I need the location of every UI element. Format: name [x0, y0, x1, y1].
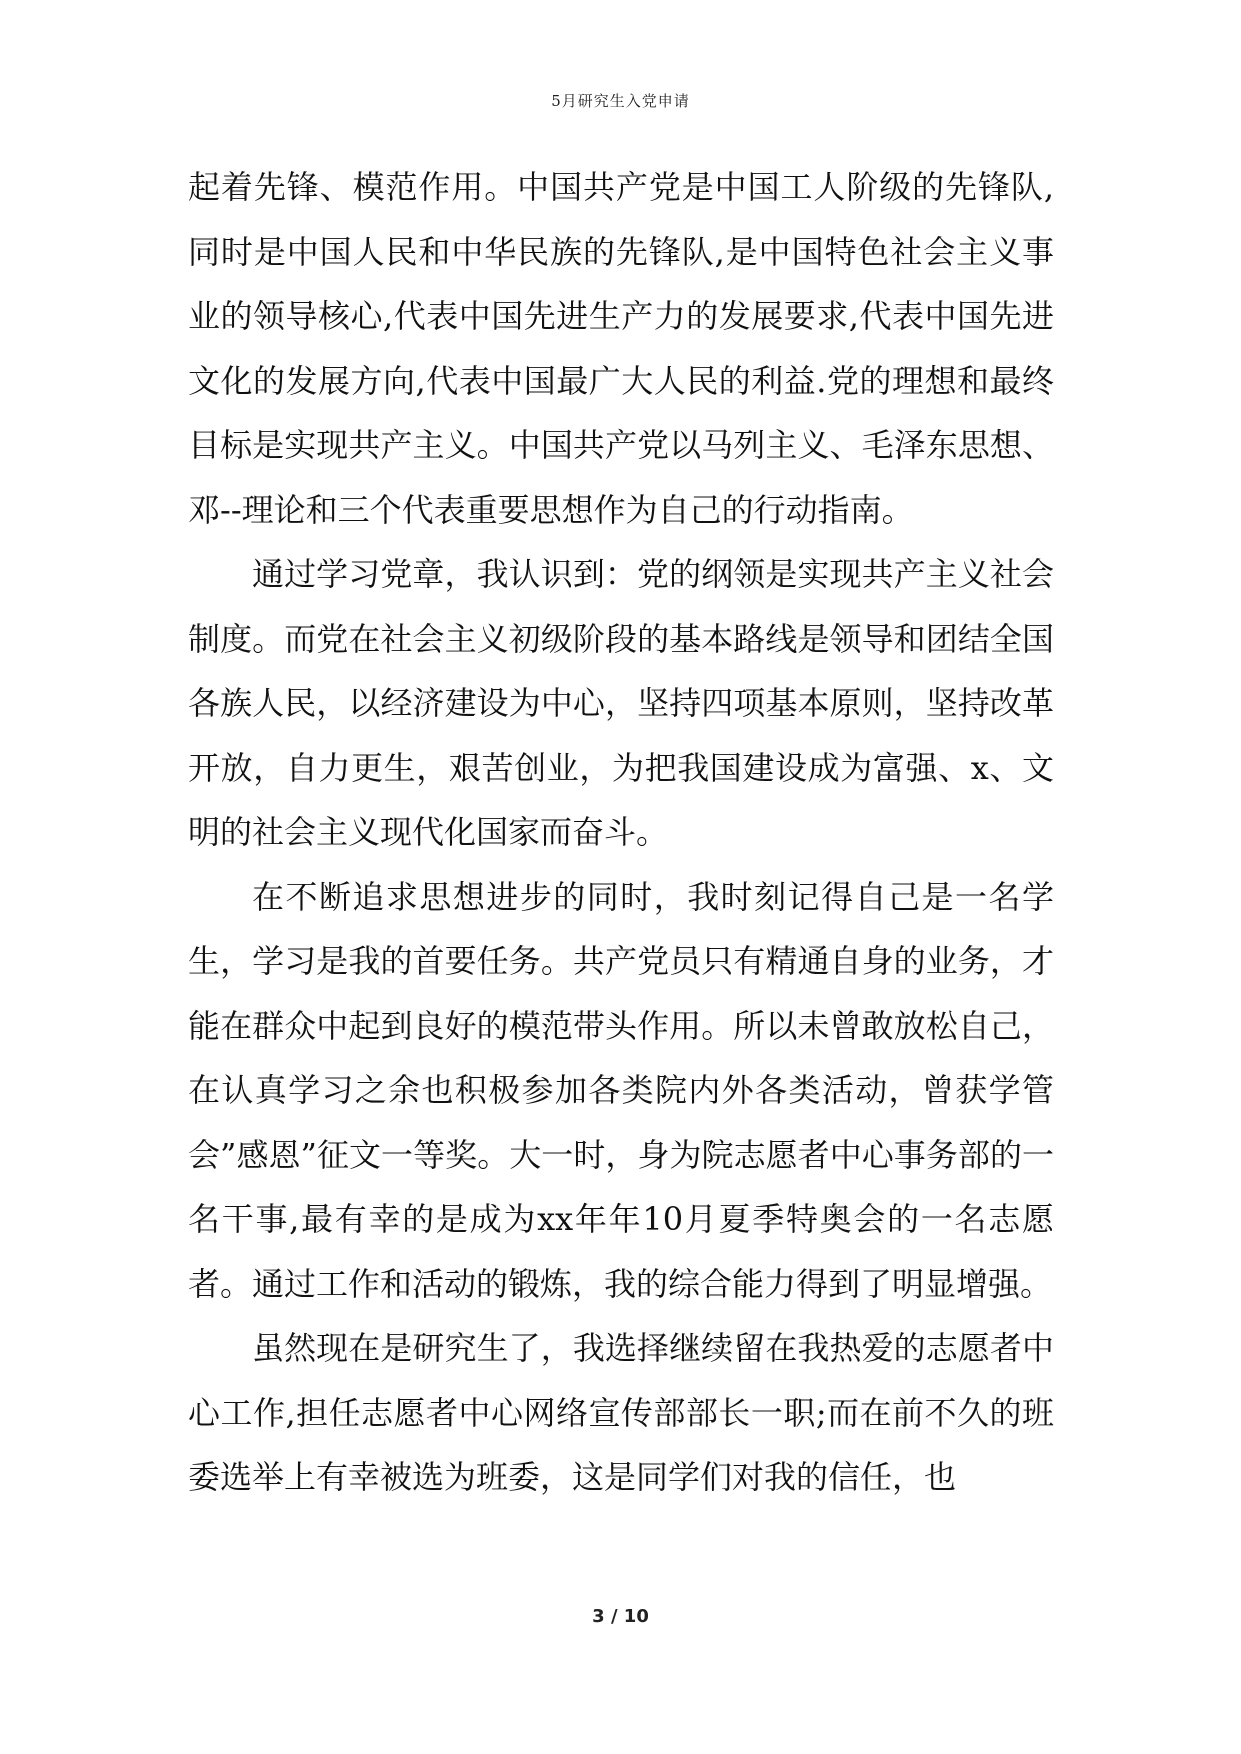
page-number: 3 / 10 [592, 1606, 649, 1627]
page-header: 5月研究生入党申请 [551, 92, 690, 110]
body-paragraph: 起着先锋、模范作用。中国共产党是中国工人阶级的先锋队,同时是中国人民和中华民族的先锋队,是中国特色社会主义事业的领导核心,代表中国先进生产力的发展要求,代表中国先进文化的发展方向,代表中国最广大人民的利益.党的理想和最终目标是实现共产主义。中国共产党以马列主义、毛泽东思想、邓--理论和三个代表重要思想作为自己的行动指南。 [188, 168, 1054, 529]
body-paragraph: 虽然现在是研究生了，我选择继续留在我热爱的志愿者中心工作,担任志愿者中心网络宣传部部长一职;而在前不久的班委选举上有幸被选为班委，这是同学们对我的信任，也 [188, 1329, 1054, 1496]
body-paragraph: 在不断追求思想进步的同时，我时刻记得自己是一名学生，学习是我的首要任务。共产党员只有精通自身的业务，才能在群众中起到良好的模范带头作用。所以未曾敢放松自己，在认真学习之余也积极参加各类院内外各类活动，曾获学管会”感恩”征文一等奖。大一时，身为院志愿者中心事务部的一名干事,最有幸的是成为xx年年10月夏季特奥会的一名志愿者。通过工作和活动的锻炼，我的综合能力得到了明显增强。 [188, 877, 1054, 1303]
document-body [188, 155, 1054, 1510]
body-paragraph: 通过学习党章，我认识到：党的纲领是实现共产主义社会制度。而党在社会主义初级阶段的基本路线是领导和团结全国各族人民，以经济建设为中心，坚持四项基本原则，坚持改革开放，自力更生，艰苦创业，为把我国建设成为富强、x、文明的社会主义现代化国家而奋斗。 [188, 555, 1054, 851]
